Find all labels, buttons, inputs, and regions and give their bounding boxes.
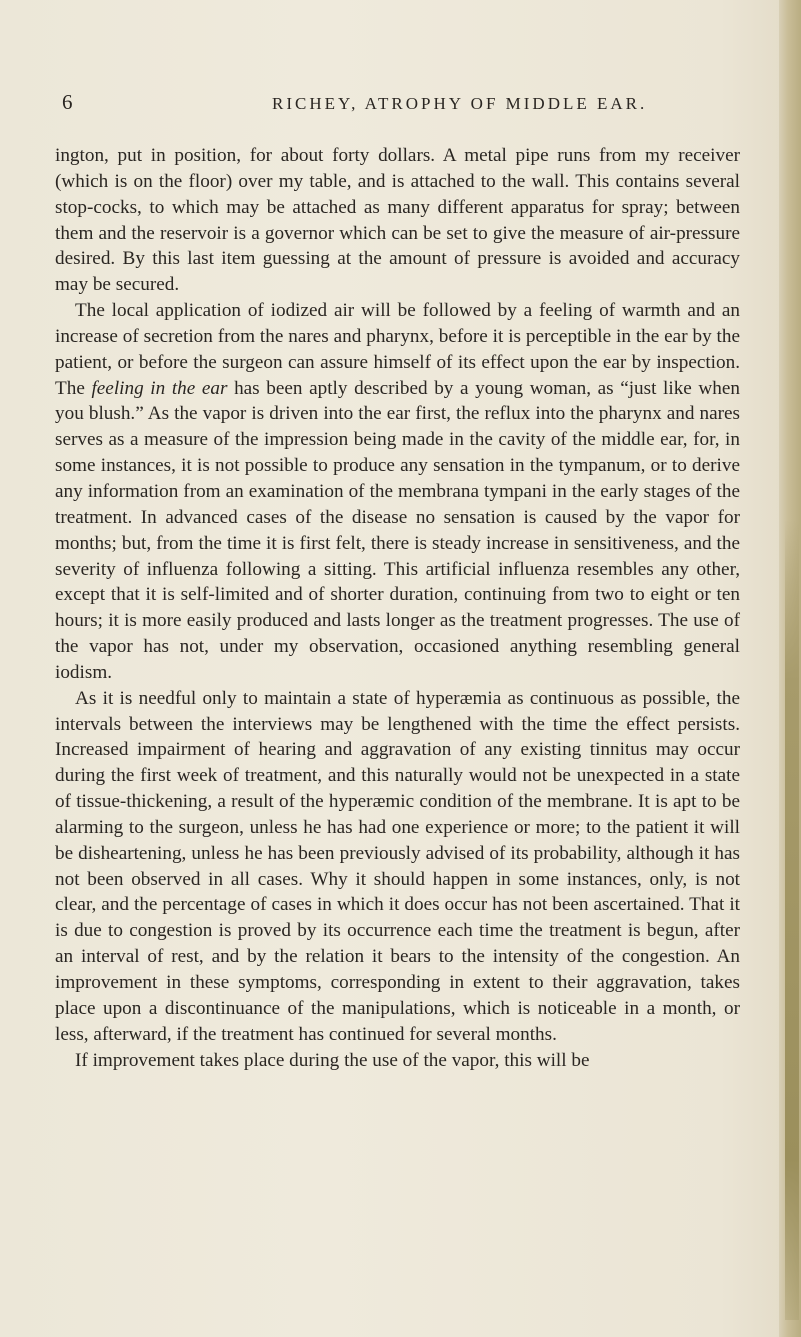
body-text	[55, 143, 740, 1073]
paragraph-3: As it is needful only to maintain a state of hyperæmia as continuous as possible, the intervals between the interviews may be lengthened with the time the effect persists. Increased impairment of hearing and aggravation of any existing tinnitus may occur during the first week of treatment, and this naturally would not be unexpected in a state of tissue-thickening, a result of the hyperæmic condition of the membrane. It is apt to be alarming to the surgeon, unless he has had one experience or more; to the patient it will be disheartening, unless he has been previously advised of its probability, although it has not been observed in all cases. Why it should happen in some instances, only, is not clear, and the percentage of cases in which it does occur has not been ascertained. That it is due to congestion is proved by its occurrence each time the treatment is begun, after an interval of rest, and by the relation it bears to the intensity of the congestion. An improvement in these symptoms, corresponding in extent to their aggravation, takes place upon a discontinuance of the manipulations, which is noticeable in a month, or less, afterward, if the treatment has continued for several months.	[55, 687, 740, 1045]
page-number: 6	[62, 90, 73, 114]
paragraph-1: ington, put in position, for about forty dollars. A metal pipe runs from my receiver (which is on the floor) over my table, and is attached to the wall. This contains several stop-cocks, to which may be attached as many different apparatus for spray; between them and the reservoir is a governor which can be set to give the measure of air-pressure desired. By this last item guessing at the amount of pressure is avoided and accuracy may be secured.	[55, 145, 740, 296]
paragraph-2	[55, 298, 740, 686]
paragraph-2-italic: feeling in the ear	[91, 377, 228, 399]
paragraph-2-start: The local application of iodized air will be followed by a feeling of warmth and an increase of secretion from the nares and pharynx, before it is perceptible in the ear by the patient, or before the surgeon can assure himself of its effect upon the ear by inspection. The	[55, 300, 740, 399]
running-title: RICHEY, ATROPHY OF MIDDLE EAR.	[272, 94, 648, 113]
page-spine-shadow	[779, 0, 801, 1337]
paragraph-2-end: has been aptly described by a young woman, as “just like when you blush.” As the vapor is driven into the ear first, the reflux into the pharynx and nares serves as a measure of the impression being made in the cavity of the middle ear, for, in some instances, it is not possible to produce any sensation in the tympanum, or to derive any information from an examination of the membrana tympani in the early stages of the treatment. In advanced cases of the disease no sensation is caused by the vapor for months; but, from the time it is first felt, there is steady increase in sensitiveness, and the severity of influenza following a sitting. This artificial influenza resembles any other, except that it is self-limited and of shorter duration, continuing from two to eight or ten hours; it is more easily produced and lasts longer as the treatment progresses. The use of the vapor has not, under my observation, occasioned anything resembling general iodism.	[55, 377, 740, 683]
page-header	[62, 90, 742, 120]
paragraph-4: If improvement takes place during the use of the vapor, this will be	[75, 1049, 590, 1071]
